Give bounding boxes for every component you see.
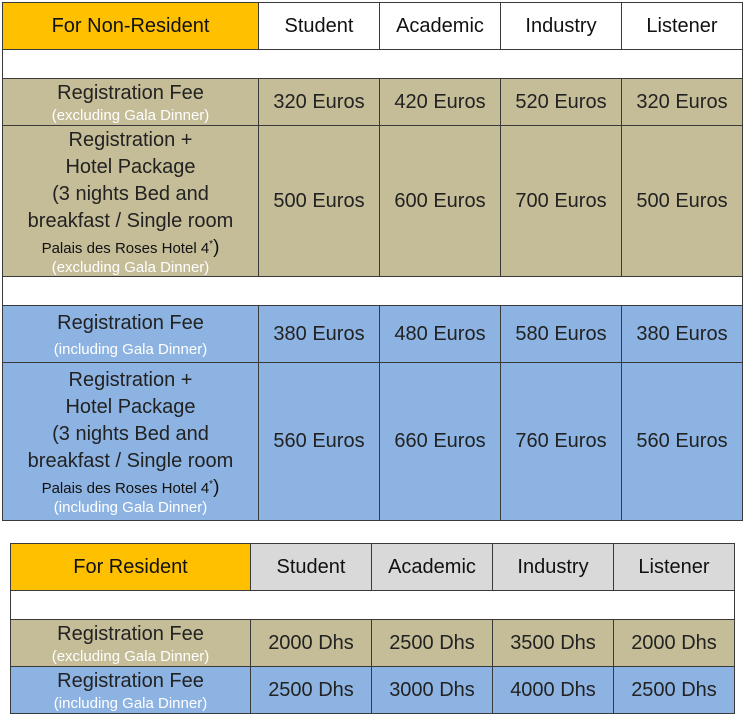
row-label xyxy=(3,306,259,363)
table-header-row xyxy=(11,544,735,591)
fee-note: (including Gala Dinner) xyxy=(53,341,208,358)
price-cell: 700 Euros xyxy=(501,126,622,277)
fee-type-line: Hotel Package xyxy=(65,155,196,178)
price-cell: 660 Euros xyxy=(380,363,501,521)
table-row xyxy=(11,620,735,667)
category-title: For Non-Resident xyxy=(3,3,259,50)
column-header-student: Student xyxy=(251,544,372,591)
spacer-cell xyxy=(3,277,743,306)
resident-fee-table xyxy=(10,543,735,714)
column-header-academic: Academic xyxy=(372,544,493,591)
table-header-row xyxy=(3,3,743,50)
price-cell: 480 Euros xyxy=(380,306,501,363)
price-cell: 560 Euros xyxy=(259,363,380,521)
price-cell: 500 Euros xyxy=(259,126,380,277)
column-header-student: Student xyxy=(259,3,380,50)
price-cell: 560 Euros xyxy=(622,363,743,521)
fee-type-line: Registration + xyxy=(68,369,193,391)
fee-type-line: Registration + xyxy=(68,128,193,151)
price-cell: 600 Euros xyxy=(380,126,501,277)
row-label xyxy=(3,363,259,521)
price-cell: 380 Euros xyxy=(259,306,380,363)
fee-type: Registration Fee xyxy=(57,623,204,645)
table-row xyxy=(11,667,735,714)
price-cell: 320 Euros xyxy=(622,79,743,126)
price-cell: 3500 Dhs xyxy=(493,620,614,667)
fee-type: Registration Fee xyxy=(57,82,204,104)
fee-type: Registration Fee xyxy=(57,312,204,334)
table-row xyxy=(3,306,743,363)
table-row xyxy=(3,363,743,521)
non-resident-fee-table xyxy=(2,2,743,521)
fee-note: (including Gala Dinner) xyxy=(53,499,208,516)
table-row xyxy=(3,126,743,277)
price-cell: 520 Euros xyxy=(501,79,622,126)
fee-note: (excluding Gala Dinner) xyxy=(51,648,210,665)
spacer-row xyxy=(11,591,735,620)
price-cell: 420 Euros xyxy=(380,79,501,126)
fee-type-line: breakfast / Single room xyxy=(27,450,234,472)
row-label xyxy=(11,667,251,714)
column-header-academic: Academic xyxy=(380,3,501,50)
table-row xyxy=(3,79,743,126)
fee-type-line: breakfast / Single room xyxy=(27,209,234,232)
fee-note: (excluding Gala Dinner) xyxy=(51,258,210,276)
category-title: For Resident xyxy=(11,544,251,591)
price-cell: 2000 Dhs xyxy=(251,620,372,667)
column-header-industry: Industry xyxy=(501,3,622,50)
price-cell: 320 Euros xyxy=(259,79,380,126)
spacer-cell xyxy=(11,591,735,620)
price-cell: 760 Euros xyxy=(501,363,622,521)
price-cell: 2500 Dhs xyxy=(372,620,493,667)
fee-type-line: (3 nights Bed and xyxy=(52,423,209,445)
price-cell: 2500 Dhs xyxy=(614,667,735,714)
fee-note: (excluding Gala Dinner) xyxy=(51,107,210,124)
column-header-listener: Listener xyxy=(614,544,735,591)
fee-note: (including Gala Dinner) xyxy=(53,695,208,712)
hotel-name: Palais des Roses Hotel 4*) xyxy=(41,236,220,258)
fee-type-line: (3 nights Bed and xyxy=(52,182,209,205)
price-cell: 580 Euros xyxy=(501,306,622,363)
spacer-row xyxy=(3,50,743,79)
spacer-row xyxy=(3,277,743,306)
column-header-industry: Industry xyxy=(493,544,614,591)
price-cell: 500 Euros xyxy=(622,126,743,277)
row-label xyxy=(3,79,259,126)
row-label xyxy=(11,620,251,667)
hotel-name: Palais des Roses Hotel 4*) xyxy=(41,477,220,498)
row-label xyxy=(3,126,259,277)
fee-type-line: Hotel Package xyxy=(65,396,196,418)
price-cell: 380 Euros xyxy=(622,306,743,363)
column-header-listener: Listener xyxy=(622,3,743,50)
fee-type: Registration Fee xyxy=(57,670,204,692)
price-cell: 3000 Dhs xyxy=(372,667,493,714)
spacer-cell xyxy=(3,50,743,79)
price-cell: 2000 Dhs xyxy=(614,620,735,667)
price-cell: 4000 Dhs xyxy=(493,667,614,714)
price-cell: 2500 Dhs xyxy=(251,667,372,714)
